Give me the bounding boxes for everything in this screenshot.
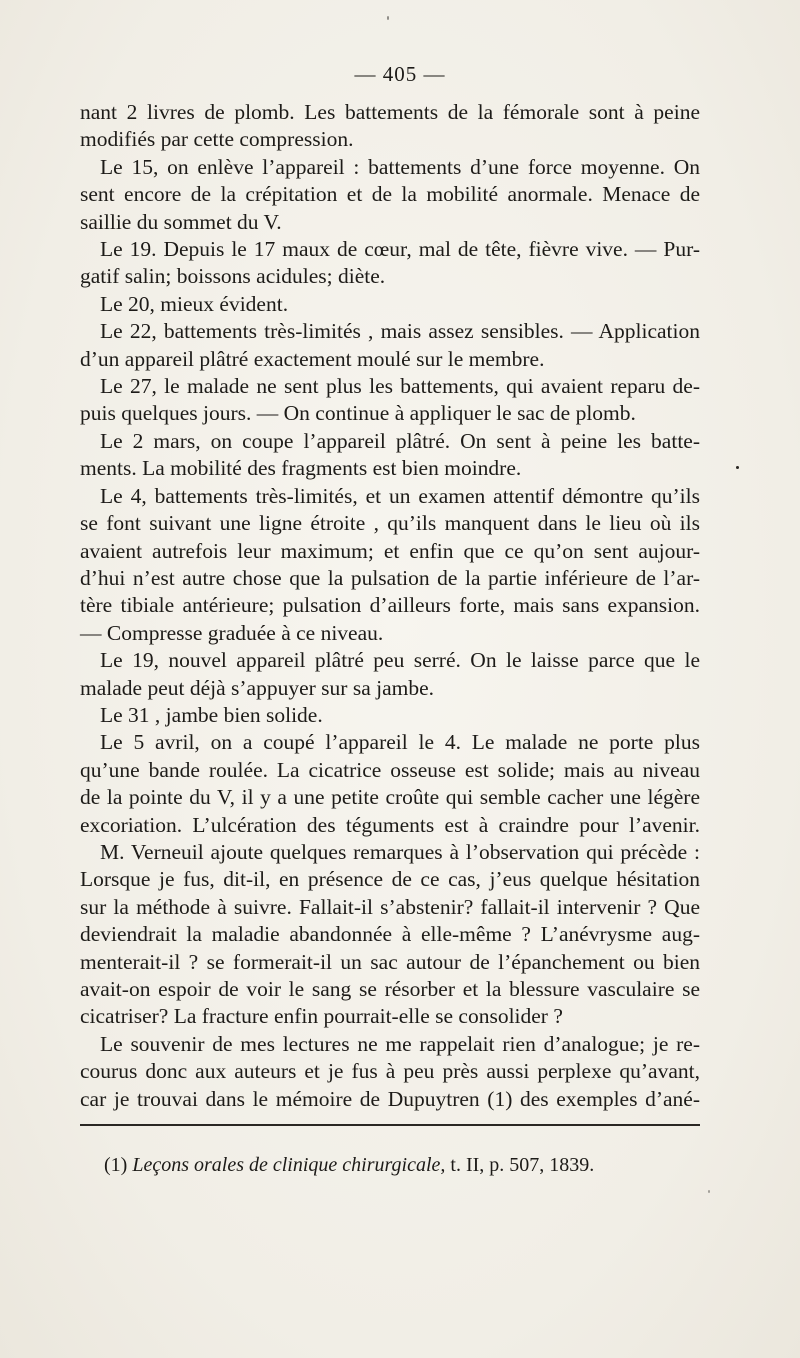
text-line: car je trouvai dans le mémoire de Dupuytren (1) des exemples d’ané- xyxy=(80,1086,700,1111)
text-line: — Compresse graduée à ce niveau. xyxy=(80,620,384,645)
text-line: Le 4, battements très-limités, et un examen attentif démontre qu’ils xyxy=(100,483,700,508)
text-line: tère tibiale antérieure; pulsation d’ailleurs forte, mais sans expansion. xyxy=(80,593,700,618)
text-line: Le 19. Depuis le 17 maux de cœur, mal de tête, fièvre vive. — Pur- xyxy=(100,237,700,262)
footnote-title: Leçons orales de clinique chirurgicale, xyxy=(132,1154,446,1176)
text-line: malade peut déjà s’appuyer sur sa jambe. xyxy=(80,675,435,700)
text-line: excoriation. L’ulcération des téguments est à craindre pour l’avenir. xyxy=(80,812,700,837)
text-line: avait-on espoir de voir le sang se résorber et la blessure vasculaire se xyxy=(80,977,700,1001)
text-line: d’hui n’est autre chose que la pulsation de la partie inférieure de l’ar- xyxy=(80,565,700,590)
text-line: puis quelques jours. — On continue à appliquer le sac de plomb. xyxy=(80,401,636,426)
ink-speck xyxy=(387,16,389,20)
text-line: gatif salin; boissons acidules; diète. xyxy=(80,264,386,289)
footnote-marker: (1) xyxy=(104,1154,128,1176)
text-line: Le 20, mieux évident. xyxy=(100,291,289,316)
text-line: Le 31 , jambe bien solide. xyxy=(100,702,323,727)
text-line: sent encore de la crépitation et de la mobilité anormale. Menace de xyxy=(80,182,700,207)
text-line: Le 2 mars, on coupe l’appareil plâtré. On sent à peine les batte- xyxy=(100,428,700,453)
page-number: — 405 — xyxy=(354,62,446,86)
text-line: nant 2 livres de plomb. Les battements de la fémorale sont à peine xyxy=(80,100,700,124)
footnote xyxy=(104,1154,594,1177)
footnote-reference: t. II, p. 507, 1839. xyxy=(450,1154,595,1176)
text-line: Le souvenir de mes lectures ne me rappelait rien d’analogue; je re- xyxy=(100,1031,700,1056)
text-line: menterait-il ? se formerait-il un sac autour de l’épanchement ou bien xyxy=(80,949,700,974)
text-line: modifiés par cette compression. xyxy=(80,127,354,152)
text-line: saillie du sommet du V. xyxy=(80,209,282,234)
text-line: de la pointe du V, il y a une petite croûte qui semble cacher une légère xyxy=(80,785,700,810)
text-line: M. Verneuil ajoute quelques remarques à l’observation qui précède : xyxy=(100,839,700,864)
text-line: se font suivant une ligne étroite , qu’ils manquent dans le lieu où ils xyxy=(80,511,700,536)
text-line: Le 15, on enlève l’appareil : battements d’une force moyenne. On xyxy=(100,154,700,179)
text-line: Le 19, nouvel appareil plâtré peu serré. On le laisse parce que le xyxy=(100,648,700,673)
text-line: ments. La mobilité des fragments est bien moindre. xyxy=(80,456,522,481)
footnote-rule xyxy=(80,1124,700,1126)
text-line: Le 5 avril, on a coupé l’appareil le 4. Le malade ne porte plus xyxy=(100,730,700,755)
text-line: d’un appareil plâtré exactement moulé sur le membre. xyxy=(80,346,545,371)
text-line: avaient autrefois leur maximum; et enfin que ce qu’on sent aujour- xyxy=(80,538,700,563)
text-line: Lorsque je fus, dit-il, en présence de ce cas, j’eus quelque hésitation xyxy=(80,867,700,892)
ink-speck xyxy=(708,1190,710,1193)
ink-speck xyxy=(736,466,739,469)
body-text xyxy=(80,99,700,1113)
text-line: qu’une bande roulée. La cicatrice osseuse est solide; mais au niveau xyxy=(80,757,700,782)
text-line: sur la méthode à suivre. Fallait-il s’abstenir? fallait-il intervenir ? Que xyxy=(80,894,700,919)
text-line: Le 27, le malade ne sent plus les battements, qui avaient reparu de- xyxy=(100,374,700,399)
text-line: courus donc aux auteurs et je fus à peu près aussi perplexe qu’avant, xyxy=(80,1059,700,1084)
text-line: Le 22, battements très-limités , mais assez sensibles. — Application xyxy=(100,319,700,344)
text-line: deviendrait la maladie abandonnée à elle-même ? L’anévrysme aug- xyxy=(80,922,700,947)
text-line: cicatriser? La fracture enfin pourrait-elle se consolider ? xyxy=(80,1004,563,1029)
